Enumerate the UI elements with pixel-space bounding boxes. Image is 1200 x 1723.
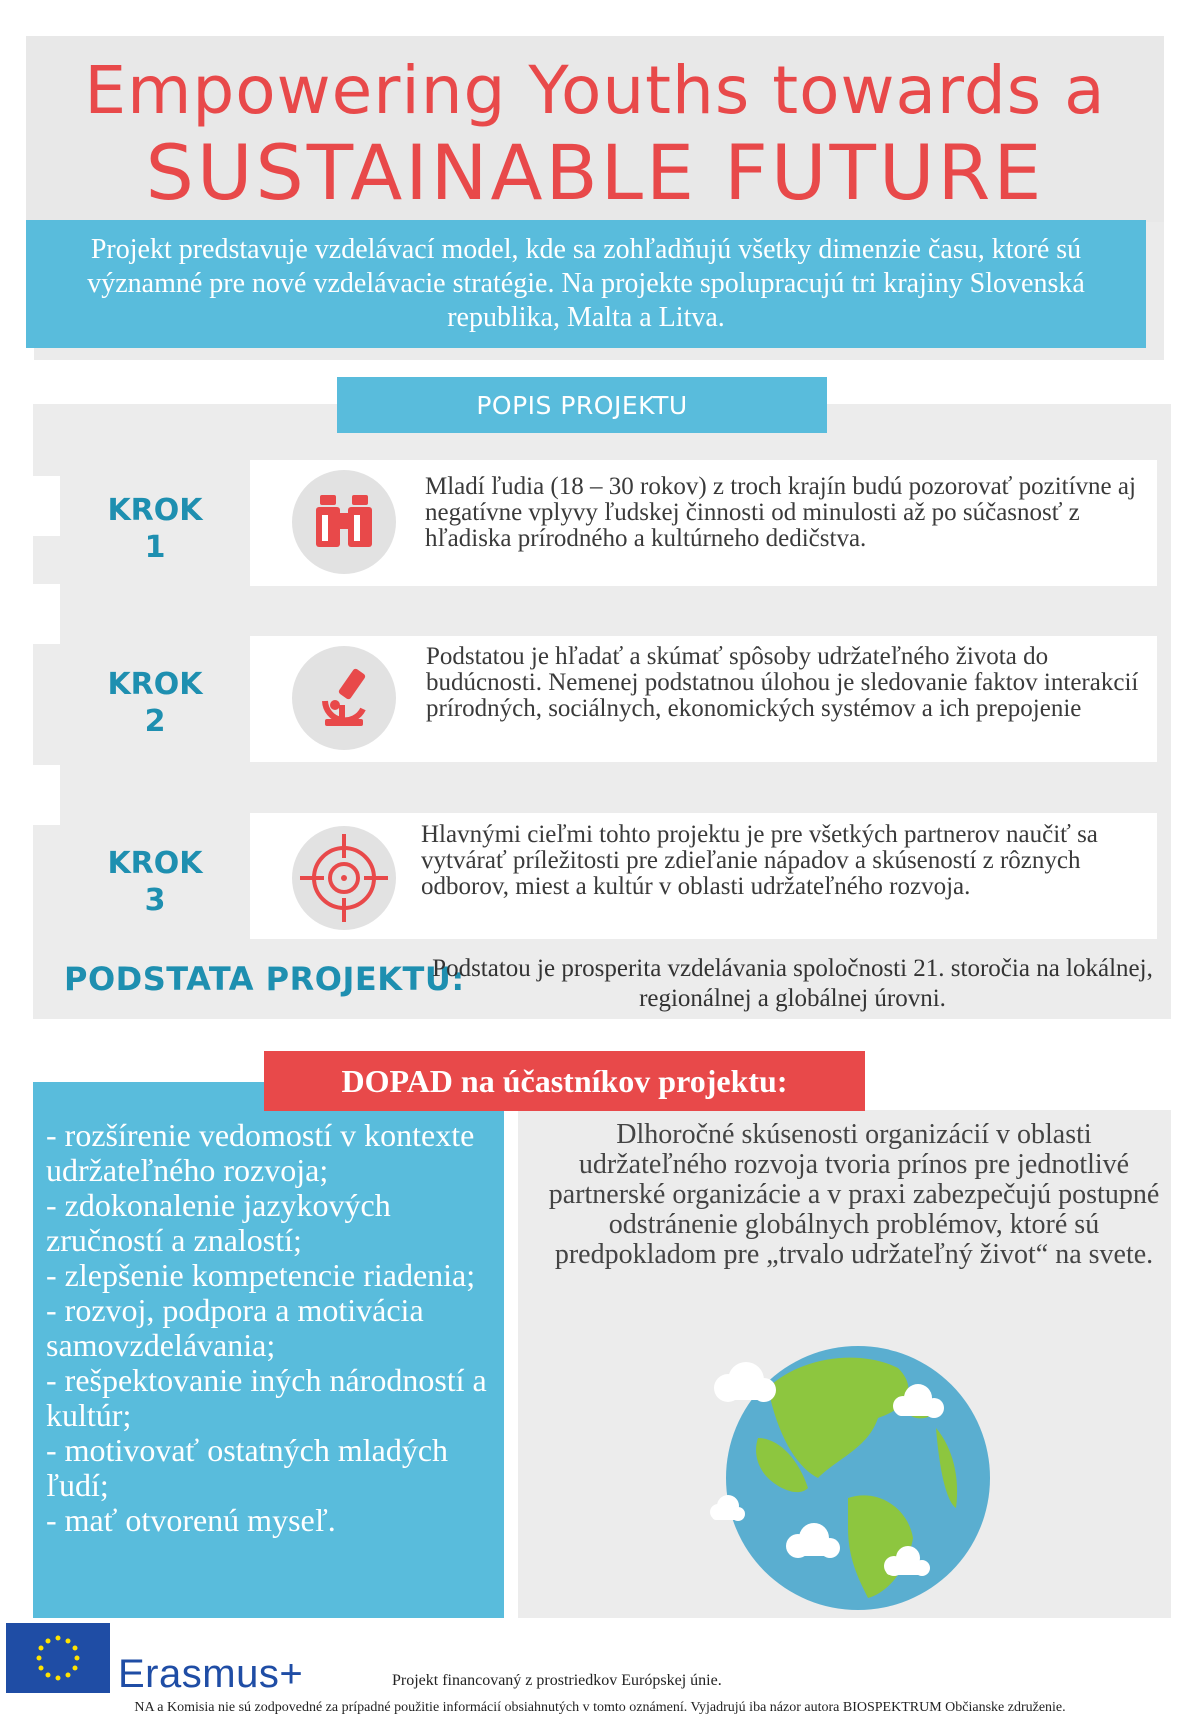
essence-text: Podstatou je prosperita vzdelávania spoločnosti 21. storočia na lokálnej, regionálnej a globálnej úrovni. — [432, 955, 1153, 1012]
disclaimer: NA a Komisia nie sú zodpovedné za prípadné použitie informácií obsiahnutých v tomto oznámení. Vyjadrujú iba názor autora BIOSPEKTRUM Občianske združenie. — [134, 1700, 1066, 1715]
step-number: 3 — [144, 883, 166, 918]
step-3-text: Hlavnými cieľmi tohto projektu je pre všetkých partnerov naučiť sa vytvárať príležitosti pre zdieľanie nápadov a skúseností z rôznych odborov, miest a kultúr v oblasti udržateľného rozvoja. — [421, 821, 1098, 900]
funding-note: Projekt financovaný z prostriedkov Európskej únie. — [392, 1672, 722, 1689]
intro-banner — [26, 220, 1146, 348]
globe-icon — [698, 1328, 1018, 1618]
microscope-icon — [292, 646, 396, 750]
list-item: - rozšírenie vedomostí v kontexte udržateľného rozvoja; — [46, 1117, 475, 1188]
step-tab-decoration — [0, 765, 60, 825]
step-number: 2 — [144, 704, 166, 739]
step-tab-decoration — [0, 584, 60, 644]
section-heading-description: POPIS PROJEKTU — [337, 377, 827, 433]
list-item: - rešpektovanie iných národností a kultúr; — [46, 1362, 487, 1433]
step-tab-decoration — [0, 476, 60, 536]
target-icon — [292, 826, 396, 930]
step-number: 1 — [144, 530, 166, 565]
page-title-line-1: Empowering Youths towards a — [84, 52, 1106, 129]
list-item: - rozvoj, podpora a motivácia samovzdelávania; — [46, 1292, 424, 1363]
list-item: - zlepšenie kompetencie riadenia; — [46, 1257, 476, 1293]
page-title-line-2: SUSTAINABLE FUTURE — [145, 128, 1045, 217]
step-2-text: Podstatou je hľadať a skúmať spôsoby udržateľného života do budúcnosti. Nemenej podstatnou úlohou je sledovanie faktov interakcií prírodných, sociálnych, ekonomických systémov a ich prepojenie — [426, 643, 1139, 722]
impact-heading: DOPAD na účastníkov projektu: — [264, 1051, 865, 1111]
list-item: - zdokonalenie jazykových zručností a znalostí; — [46, 1187, 391, 1258]
step-label-word: KROK — [107, 846, 203, 881]
step-label-word: KROK — [107, 667, 203, 702]
step-2-label — [60, 666, 250, 740]
step-1-text: Mladí ľudia (18 – 30 rokov) z troch krajín budú pozorovať pozitívne aj negatívne vplyvy ľudskej činnosti od minulosti až po súčasnosť z hľadiska prírodného a kultúrneho dedičstva. — [425, 473, 1136, 552]
step-label-word: KROK — [107, 493, 203, 528]
erasmus-logo: Erasmus+ — [118, 1652, 304, 1696]
intro-text: Projekt predstavuje vzdelávací model, kde sa zohľadňujú všetky dimenzie času, ktoré sú významné pre nové vzdelávacie stratégie. Na projekte spolupracujú tri krajiny Slovenská republika, Malta a Litva. — [87, 234, 1085, 333]
eu-flag-icon — [6, 1623, 110, 1693]
binoculars-icon — [292, 470, 396, 574]
step-3-label — [60, 845, 250, 919]
list-item: - motivovať ostatných mladých ľudí; — [46, 1432, 449, 1503]
step-1-label — [60, 492, 250, 566]
list-item: - mať otvorenú myseľ. — [46, 1502, 336, 1538]
impact-description: Dlhoročné skúsenosti organizácií v oblasti udržateľného rozvoja tvoria prínos pre jednotlivé partnerské organizácie a v praxi zabezpečujú postupné odstránenie globálnych problémov, ktoré sú predpokladom pre „trvalo udržateľný život“ na svete. — [548, 1119, 1160, 1270]
impact-list — [46, 1118, 504, 1538]
essence-label: PODSTATA PROJEKTU: — [64, 960, 465, 998]
